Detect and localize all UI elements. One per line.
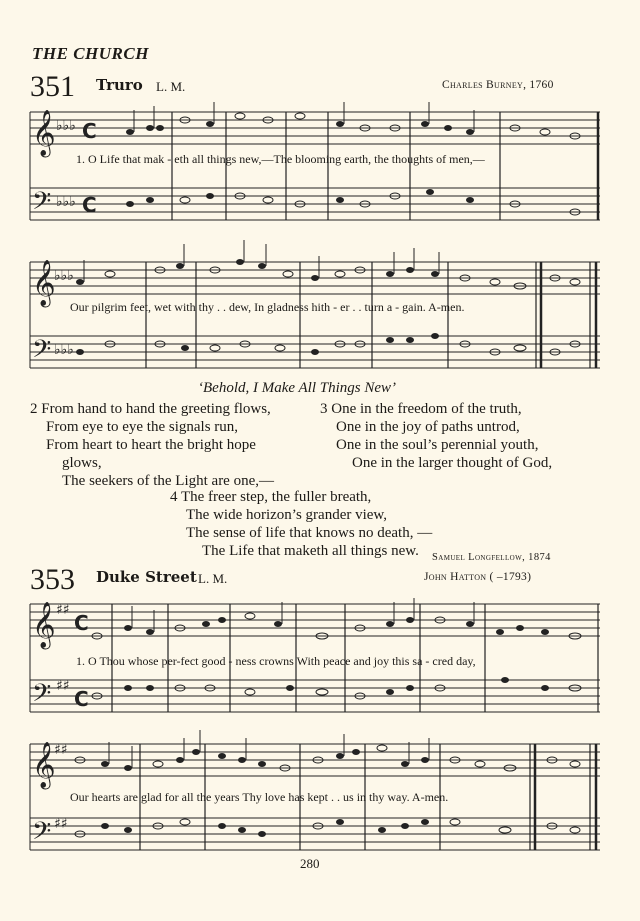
stanza-4-line: 4 The freer step, the fuller breath,: [170, 489, 372, 505]
hymn-351-lyric-line-2: Our pilgrim feet, wet with thy . . dew, In gladness hith - er . . turn a - gain. A-men.: [70, 300, 465, 314]
flat-icon: ♭♭♭: [54, 268, 74, 284]
treble-clef-icon: 𝄞: [32, 110, 56, 156]
staff-353-bass-1: [30, 680, 600, 712]
sharp-icon: ♯♯: [54, 742, 68, 758]
bass-clef-icon: 𝄢: [32, 679, 52, 714]
common-time-icon: C: [74, 611, 89, 635]
page-number: 280: [300, 856, 320, 871]
tune-name-353: Duke Street: [96, 568, 197, 586]
stanza-4-line: The wide horizon’s grander view,: [186, 507, 388, 523]
hymn-353-lyric-line-2: Our hearts are glad for all the years Thy love has kept . . us in thy way. A-men.: [70, 790, 449, 804]
stanza-4-line: The Life that maketh all things new.: [202, 543, 419, 559]
stanza-4: [170, 488, 432, 560]
flat-icon: ♭♭♭: [56, 194, 76, 210]
bass-clef-icon: 𝄢: [32, 335, 52, 370]
poem-author: Samuel Longfellow, 1874: [432, 552, 551, 563]
hymn-number-353: 353: [30, 563, 75, 596]
poem-title: ‘Behold, I Make All Things New’: [198, 380, 397, 396]
common-time-icon: C: [74, 687, 89, 711]
composer-351: Charles Burney, 1760: [442, 79, 554, 91]
tune-name-351: Truro: [96, 76, 143, 94]
common-time-icon: C: [82, 193, 97, 217]
staff-351-bass-2: [30, 336, 600, 368]
stanza-2-line: glows,: [62, 455, 102, 471]
notes-351: [76, 113, 580, 355]
meter-351: L. M.: [156, 79, 186, 94]
treble-clef-icon: 𝄞: [32, 602, 56, 648]
staff-353-bass-2: [30, 818, 600, 850]
treble-clef-icon: 𝄞: [32, 742, 56, 788]
sharp-icon: ♯♯: [54, 816, 68, 832]
flat-icon: ♭♭♭: [54, 342, 74, 358]
staff-351-treble-2: [30, 262, 600, 294]
sharp-icon: ♯♯: [56, 678, 70, 694]
staff-353-treble-1: [30, 604, 600, 636]
stanza-3-line: One in the soul’s perennial youth,: [336, 437, 539, 453]
common-time-icon: C: [82, 119, 97, 143]
meter-353: L. M.: [198, 571, 228, 586]
stanza-2: [30, 400, 274, 490]
hymn-351-lyric-line-1: 1. O Life that mak - eth all things new,—The blooming earth, the thoughts of men,—: [76, 152, 485, 166]
staff-351-bass-1: [30, 188, 600, 220]
stanza-3-line: One in the larger thought of God,: [352, 455, 553, 471]
stanza-2-line: 2 From hand to hand the greeting flows,: [30, 401, 271, 417]
hymn-number-351: 351: [30, 70, 75, 103]
flat-icon: ♭♭♭: [56, 118, 76, 134]
stanza-2-line: From heart to heart the bright hope: [46, 437, 256, 453]
sharp-icon: ♯♯: [56, 602, 70, 618]
stanza-4-line: The sense of life that knows no death, —: [186, 525, 433, 541]
bass-clef-icon: 𝄢: [32, 187, 52, 222]
section-title: THE CHURCH: [32, 44, 149, 63]
bass-clef-icon: 𝄢: [32, 817, 52, 852]
stanza-2-line: From eye to eye the signals run,: [46, 419, 239, 435]
stanza-3-line: One in the joy of paths untrod,: [336, 419, 520, 435]
staff-353-treble-2: [30, 744, 600, 776]
treble-clef-icon: 𝄞: [32, 260, 56, 306]
stanza-3-line: 3 One in the freedom of the truth,: [320, 401, 522, 417]
staff-351-treble-1: [30, 112, 600, 144]
stanza-3: [320, 400, 552, 472]
stanza-2-line: The seekers of the Light are one,—: [62, 473, 274, 489]
composer-353: John Hatton ( –1793): [424, 571, 532, 583]
hymn-353-lyric-line-1: 1. O Thou whose per-fect good - ness crowns With peace and joy this sa - cred day,: [76, 654, 476, 668]
